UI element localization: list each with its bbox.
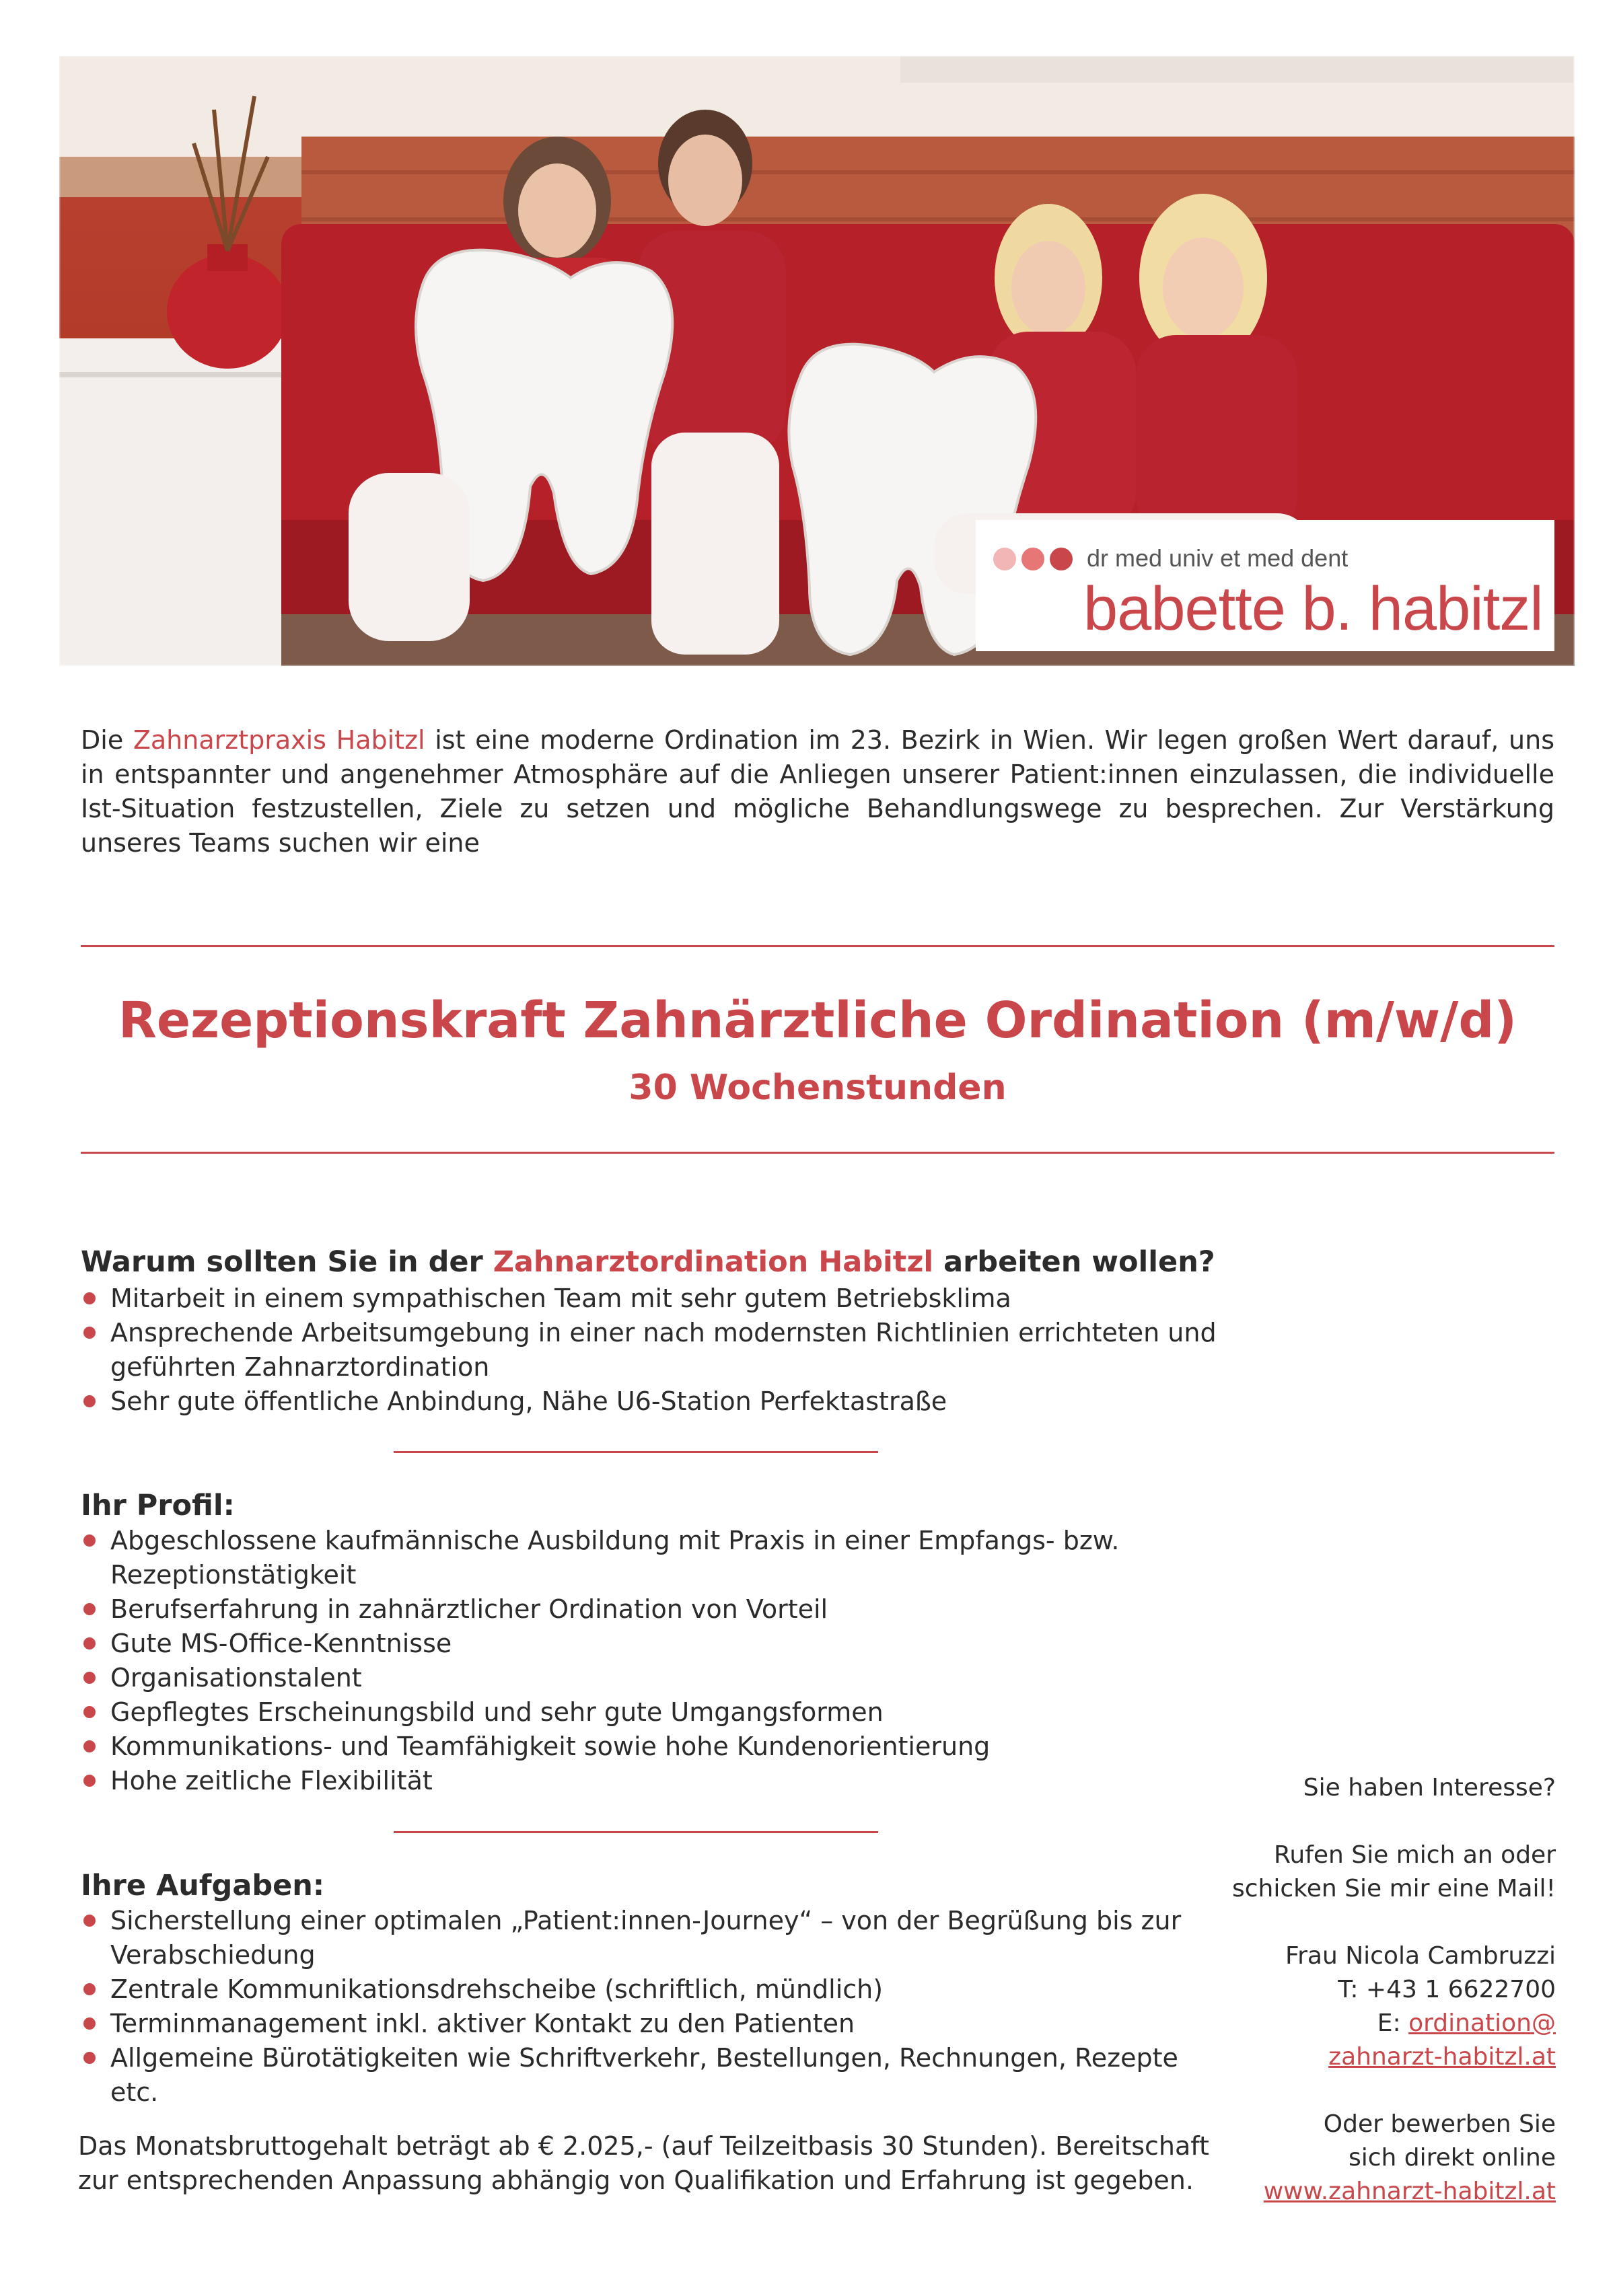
- contact-question: Sie haben Interesse?: [1303, 1774, 1556, 1802]
- logo-subtitle: dr med univ et med dent: [1087, 544, 1349, 572]
- contact-call-line: schicken Sie mir eine Mail!: [1231, 1875, 1556, 1902]
- salary-info: Das Monatsbruttogehalt beträgt ab € 2.025,- (auf Teilzeitbasis 30 Stunden). Bereitschaft zur entsprechenden Anpassung abhängig von Qualifikation und Erfahrung ist gegeben.: [78, 2131, 1209, 2195]
- list-item: Hohe zeitliche Flexibilität: [81, 1764, 1225, 1798]
- job-hours: 30 Wochenstunden: [629, 1068, 1007, 1108]
- logo-name: babette b. habitzl: [1083, 575, 1543, 643]
- website-link[interactable]: www.zahnarzt-habitzl.at: [1263, 2178, 1556, 2205]
- list-item: Sicherstellung einer optimalen „Patient:innen-Journey“ – von der Begrüßung bis zur Verabschiedung: [81, 1904, 1225, 1972]
- why-heading-suffix: arbeiten wollen?: [933, 1245, 1215, 1279]
- tasks-list: [81, 1904, 1225, 2110]
- contact-apply-line: Oder bewerben Sie: [1323, 2110, 1556, 2138]
- contact-call-line: Rufen Sie mich an oder: [1273, 1841, 1556, 1869]
- contact-person: Frau Nicola Cambruzzi: [1285, 1942, 1556, 1970]
- contact-apply-line: sich direkt online: [1348, 2144, 1556, 2172]
- profile-list: [81, 1524, 1225, 1798]
- intro-paragraph: [81, 723, 1554, 860]
- why-heading-highlight: Zahnarztordination Habitzl: [493, 1245, 934, 1279]
- list-item: Terminmanagement inkl. aktiver Kontakt zu den Patienten: [81, 2007, 1225, 2041]
- why-heading: [81, 1243, 1215, 1281]
- divider: [81, 1152, 1554, 1154]
- list-item: Berufserfahrung in zahnärztlicher Ordination von Vorteil: [81, 1592, 1225, 1627]
- email-link[interactable]: ordination@: [1408, 2009, 1556, 2037]
- logo-dot: [1021, 548, 1044, 570]
- team-photo: [59, 56, 1575, 666]
- list-item: Kommunikations- und Teamfähigkeit sowie hohe Kundenorientierung: [81, 1730, 1225, 1764]
- job-title: Rezeptionskraft Zahnärztliche Ordination (m/w/d): [118, 992, 1517, 1049]
- list-item: Mitarbeit in einem sympathischen Team mit sehr gutem Betriebsklima: [81, 1282, 1225, 1316]
- profile-heading: Ihr Profil:: [81, 1489, 235, 1522]
- contact-box: [1179, 1771, 1556, 2209]
- contact-phone[interactable]: T: +43 1 6622700: [1338, 1976, 1556, 2003]
- list-item: Zentrale Kommunikationsdrehscheibe (schriftlich, mündlich): [81, 1972, 1225, 2007]
- list-item: Organisationstalent: [81, 1661, 1225, 1695]
- logo-dot: [993, 548, 1016, 570]
- logo-dots: [993, 547, 1073, 571]
- why-list: [81, 1282, 1225, 1419]
- contact-email-line: [1179, 2007, 1556, 2040]
- list-item: Ansprechende Arbeitsumgebung in einer nach modernsten Richtlinien errichteten und geführten Zahnarztordination: [81, 1316, 1225, 1384]
- email-label: E:: [1377, 2009, 1409, 2037]
- divider: [81, 945, 1554, 947]
- list-item: Gute MS-Office-Kenntnisse: [81, 1627, 1225, 1661]
- why-heading-prefix: Warum sollten Sie in der: [81, 1245, 493, 1279]
- list-item: Gepflegtes Erscheinungsbild und sehr gute Umgangsformen: [81, 1695, 1225, 1730]
- divider: [394, 1451, 878, 1453]
- email-link-domain[interactable]: zahnarzt-habitzl.at: [1328, 2043, 1556, 2071]
- practice-logo: [976, 520, 1554, 651]
- list-item: Sehr gute öffentliche Anbindung, Nähe U6-Station Perfektastraße: [81, 1384, 1225, 1419]
- logo-dot: [1050, 548, 1073, 570]
- divider: [394, 1831, 878, 1833]
- tasks-heading: Ihre Aufgaben:: [81, 1869, 325, 1902]
- list-item: Allgemeine Bürotätigkeiten wie Schriftverkehr, Bestellungen, Rechnungen, Rezepte etc.: [81, 2041, 1225, 2110]
- intro-text: ist eine moderne Ordination im 23. Bezirk in Wien. Wir legen großen Wert darauf, uns in entspannter und angenehmer Atmosphäre auf die Anliegen unserer Patient:innen einzulassen, die individuelle Ist-Situation festzustellen, Ziele zu setzen und mögliche Behandlungswege zu besprechen. Zur Verstärkung unseres Teams suchen wir eine: [81, 725, 1555, 858]
- intro-prefix: Die: [81, 725, 133, 755]
- practice-name: Zahnarztpraxis Habitzl: [133, 725, 425, 755]
- list-item: Abgeschlossene kaufmännische Ausbildung mit Praxis in einer Empfangs- bzw. Rezeptionstätigkeit: [81, 1524, 1225, 1592]
